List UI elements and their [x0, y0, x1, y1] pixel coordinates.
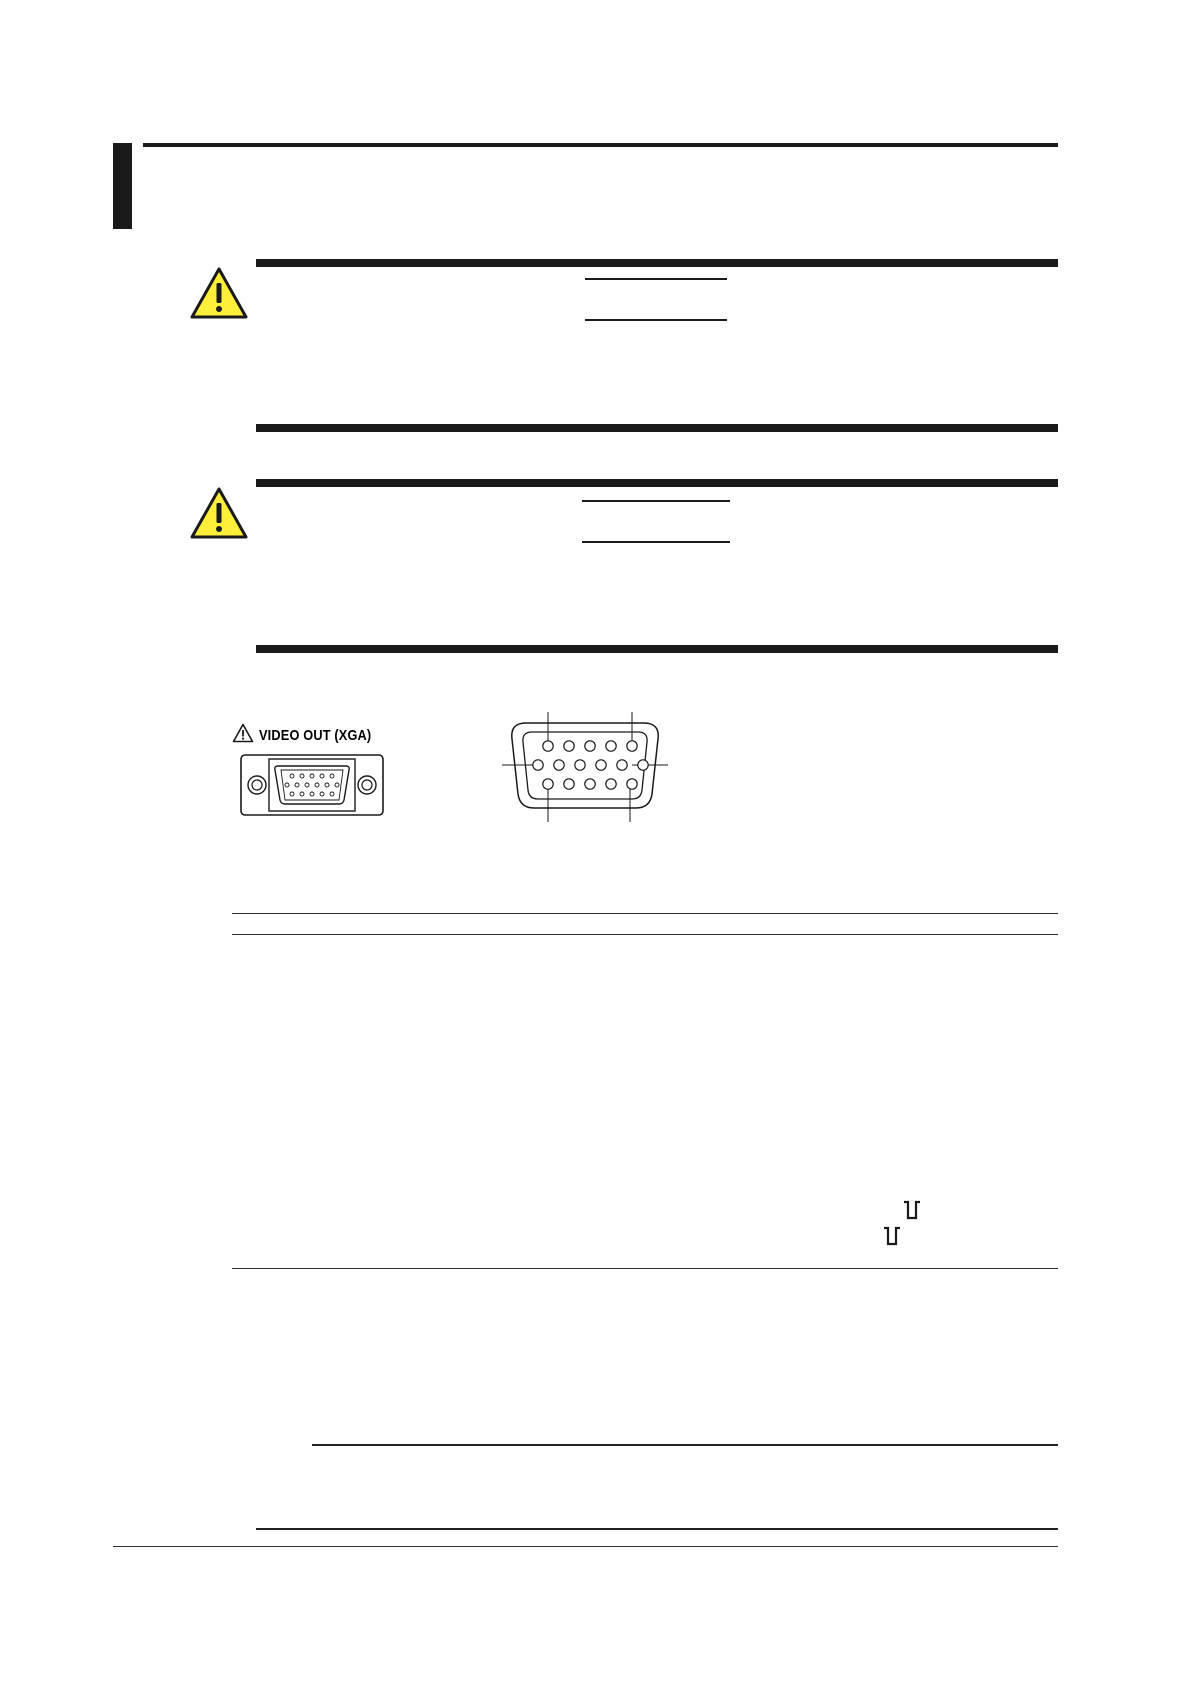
vga-connector-panel-drawing: [240, 754, 384, 816]
note-bottom-rule: [256, 1528, 1058, 1530]
warning-2-title-overline: [582, 500, 730, 502]
table-top-rule: [232, 913, 1058, 914]
chapter-top-rule: [143, 143, 1058, 147]
footer-rule: [113, 1546, 1058, 1547]
sync-pulse-icon: [884, 1200, 926, 1246]
vga-panel-label-text: VIDEO OUT (XGA): [259, 726, 372, 744]
warning-2-top-rule: [256, 479, 1058, 487]
table-bottom-rule: [232, 1268, 1058, 1269]
warning-1-title-overline: [585, 278, 727, 280]
warning-1-bottom-rule: [256, 424, 1058, 432]
vga-pin-arrangement-diagram: [498, 712, 672, 822]
warning-2-title-underline: [582, 541, 730, 543]
note-top-rule: [312, 1444, 1058, 1446]
table-header-rule: [232, 934, 1058, 935]
chapter-marker-bar: [113, 143, 132, 229]
warning-1-title-underline: [585, 319, 727, 321]
warning-triangle-icon: [189, 266, 249, 320]
warning-triangle-icon: [232, 723, 254, 748]
vga-panel-label: [232, 724, 391, 746]
warning-1-top-rule: [256, 259, 1058, 267]
warning-2-bottom-rule: [256, 645, 1058, 653]
warning-triangle-icon: [189, 486, 249, 540]
